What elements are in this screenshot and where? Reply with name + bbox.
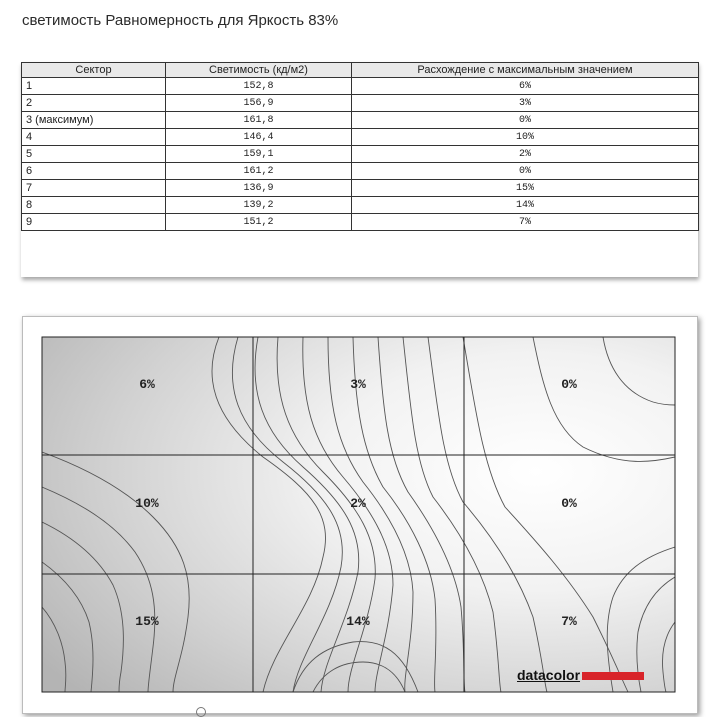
sector-6-label: 0% [561,496,577,511]
sector-2-label: 3% [350,377,366,392]
deviation-cell: 7% [352,214,699,231]
table-row [22,95,699,112]
luminance-cell: 161,2 [166,163,352,180]
datacolor-logo-text: datacolor [517,667,581,683]
luminance-cell: 146,4 [166,129,352,146]
sector-cell: 2 [22,95,166,112]
uniformity-map-svg [23,317,697,713]
sector-5-label: 2% [350,496,366,511]
sector-cell: 1 [22,78,166,95]
sector-cell: 3 (максимум) [22,112,166,129]
luminance-cell: 136,9 [166,180,352,197]
table-row [22,180,699,197]
sector-3-label: 0% [561,377,577,392]
deviation-cell: 2% [352,146,699,163]
uniformity-map-frame [22,316,698,714]
table-row [22,146,699,163]
table-row [22,129,699,146]
sector-cell: 7 [22,180,166,197]
deviation-cell: 6% [352,78,699,95]
luminance-cell: 161,8 [166,112,352,129]
sector-cell: 9 [22,214,166,231]
sector-1-label: 6% [139,377,155,392]
table-row [22,214,699,231]
header-sector: Сектор [22,63,166,78]
luminance-table-container [21,62,698,277]
datacolor-logo-bar [582,672,644,680]
table-row [22,78,699,95]
header-deviation: Расхождение с максимальным значением [352,63,699,78]
luminance-cell: 156,9 [166,95,352,112]
page-heading: светимость Равномерность для Яркость 83% [22,12,339,29]
sector-9-label: 7% [561,614,577,629]
table-row [22,112,699,129]
sector-cell: 6 [22,163,166,180]
sector-4-label: 10% [135,496,159,511]
table-header-row [22,63,699,78]
sector-cell: 8 [22,197,166,214]
luminance-table [21,62,699,231]
deviation-cell: 10% [352,129,699,146]
luminance-cell: 152,8 [166,78,352,95]
deviation-cell: 0% [352,112,699,129]
luminance-cell: 159,1 [166,146,352,163]
deviation-cell: 3% [352,95,699,112]
sector-8-label: 14% [346,614,370,629]
sector-7-label: 15% [135,614,159,629]
header-luminance: Светимость (кд/м2) [166,63,352,78]
sector-cell: 5 [22,146,166,163]
circle-icon [196,707,206,717]
luminance-cell: 151,2 [166,214,352,231]
luminance-cell: 139,2 [166,197,352,214]
sector-cell: 4 [22,129,166,146]
table-row [22,197,699,214]
datacolor-logo [517,667,644,683]
table-row [22,163,699,180]
deviation-cell: 0% [352,163,699,180]
deviation-cell: 14% [352,197,699,214]
deviation-cell: 15% [352,180,699,197]
